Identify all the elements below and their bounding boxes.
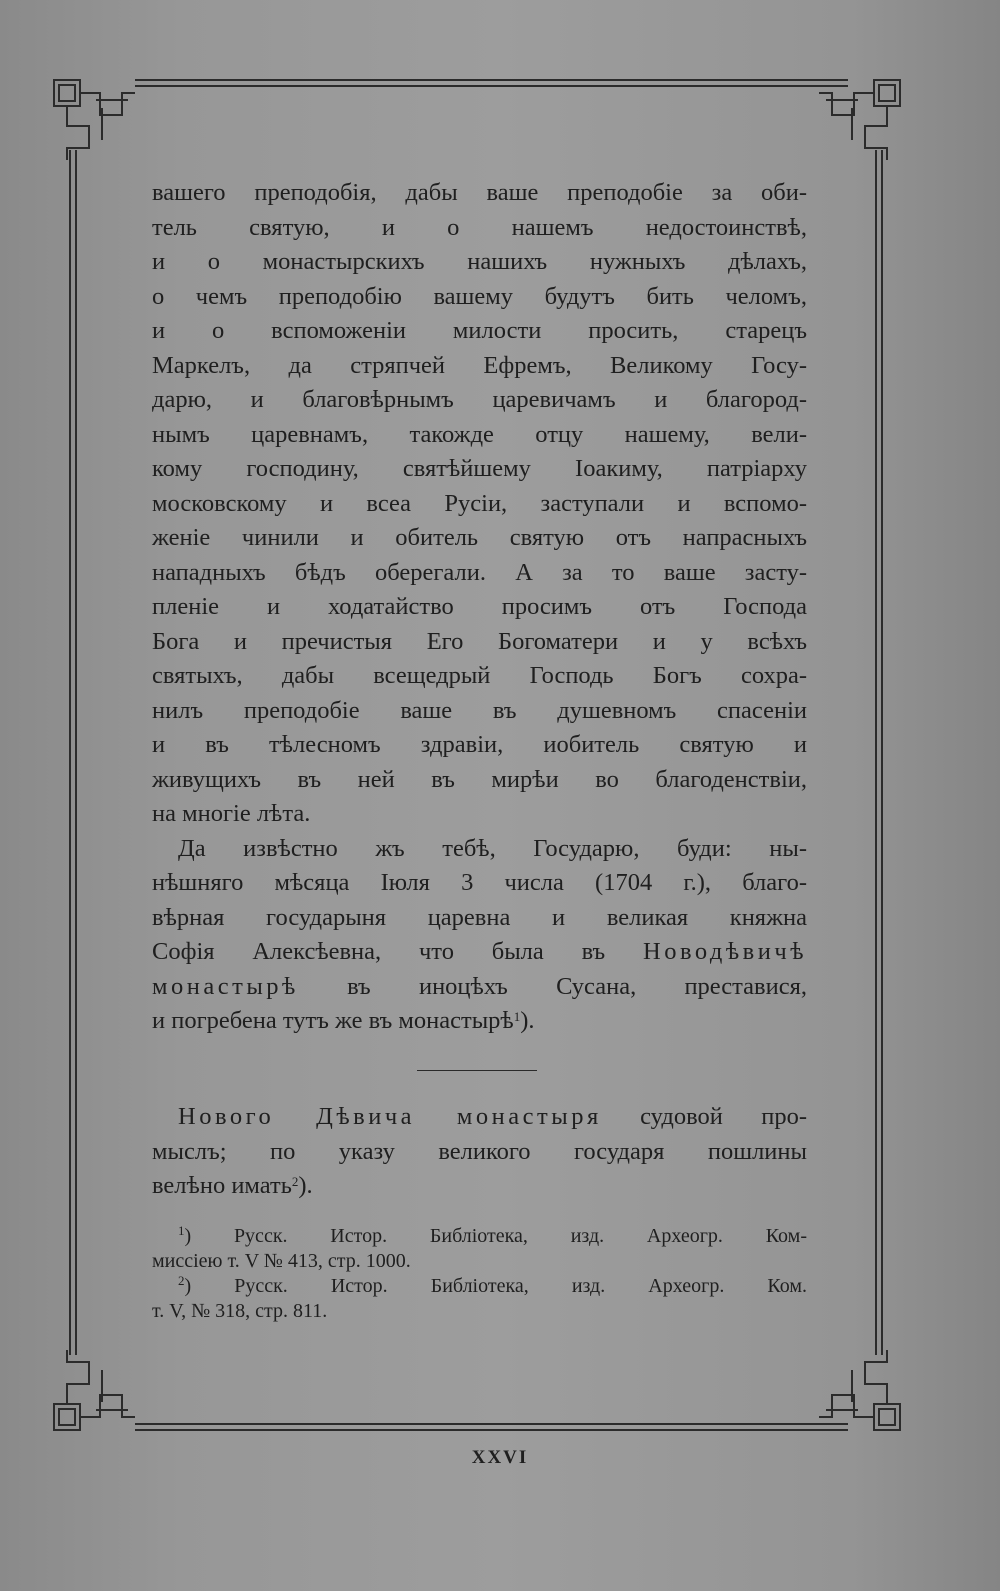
text-fragment: въ иноцѣхъ Сусана, преставися, [298,972,807,1000]
text-fragment: ). [298,1172,313,1199]
text-line: вашего преподобія, дабы ваше преподобіе за оби- [152,179,807,206]
spaced-title: Нового Дѣвича монастыря [178,1103,602,1130]
footnote-line: т. V, № 318, стр. 811. [152,1300,328,1322]
text-line: московскому и всеа Русіи, заступали и вспомо- [152,489,807,517]
text-line: нилъ преподобіе ваше въ душевномъ спасеніи [152,696,807,724]
page-number: XXVI [471,1447,529,1468]
main-text [152,176,807,1039]
text-line [152,970,807,1005]
section-divider [417,1070,537,1071]
footnote-mark: 2 [178,1272,185,1288]
spaced-word: монастырѣ [152,972,299,1000]
footnote-line [152,1274,807,1299]
footnote-line [152,1224,807,1249]
text-line: нымъ царевнамъ, такожде отцу нашему, вели- [152,420,807,448]
spaced-name: Новодѣвичѣ [643,938,807,965]
corner-ornament-top-right [819,80,900,160]
text-fragment: ). [520,1007,535,1034]
footnotes [152,1224,807,1324]
text-fragment: ) Русск. Истор. Библіотека, изд. Археогр. Ком- [184,1225,807,1247]
text-line: Маркелъ, да стряпчей Ефремъ, Великому Госу- [152,351,807,379]
corner-ornament-bottom-left [54,1350,135,1430]
text-line: пленіе и ходатайство просимъ отъ Господа [152,593,807,620]
text-line [152,1004,807,1039]
text-line: святыхъ, дабы всещедрый Господь Богъ сохра- [152,662,807,689]
corner-ornament-top-left [54,80,135,160]
section-heading [152,1100,807,1204]
text-line: живущихъ въ ней въ мирѣи во благоденствіи, [152,765,807,793]
text-line: Бога и пречистыя Его Богоматери и у всѣхъ [152,627,807,655]
text-line [152,1100,807,1135]
text-line: и въ тѣлесномъ здравіи, иобитель святую и [152,731,807,758]
paragraph-1 [152,176,807,832]
text-line: и о вспоможеніи милости просить, старецъ [152,317,807,344]
text-line: тель святую, и о нашемъ недостоинствѣ, [152,213,807,241]
text-line: на многіе лѣта. [152,800,311,827]
corner-ornament-bottom-right [819,1350,900,1430]
footnote-ref: 1 [513,1008,521,1024]
text-fragment: и погребена тутъ же въ монастырѣ [152,1007,514,1034]
footnote-mark: 1 [178,1222,185,1238]
text-fragment: велѣно имать [152,1172,292,1199]
paragraph-2 [152,832,807,1039]
text-fragment: ) Русск. Истор. Библіотека, изд. Археогр. Ком. [184,1275,807,1297]
footnote-ref: 2 [291,1173,299,1189]
text-line: Да извѣстно жъ тебѣ, Государю, буди: ны- [178,834,807,862]
text-line: о чемъ преподобію вашему будутъ бить челомъ, [152,282,807,310]
text-line: кому господину, святѣйшему Іоакиму, патріарху [152,455,807,482]
text-line: нападныхъ бѣдъ оберегали. А за то ваше засту- [152,558,807,586]
text-line: и о монастырскихъ нашихъ нужныхъ дѣлахъ, [152,248,807,275]
footnote-line: миссіею т. V № 413, стр. 1000. [152,1250,411,1272]
text-line [152,935,807,970]
text-line: дарю, и благовѣрнымъ царевичамъ и благород- [152,386,807,413]
text-fragment: судовой про- [601,1103,807,1130]
text-line [152,1169,807,1204]
text-line: нѣшняго мѣсяца Іюля 3 числа (1704 г.), благо- [152,869,807,896]
text-line: вѣрная государыня царевна и великая княжна [152,903,807,931]
text-line: мыслъ; по указу великого государя пошлины [152,1137,807,1165]
text-line: женіе чинили и обитель святую отъ напрасныхъ [152,524,807,551]
text-fragment: Софія Алексѣевна, что была въ [152,938,644,965]
